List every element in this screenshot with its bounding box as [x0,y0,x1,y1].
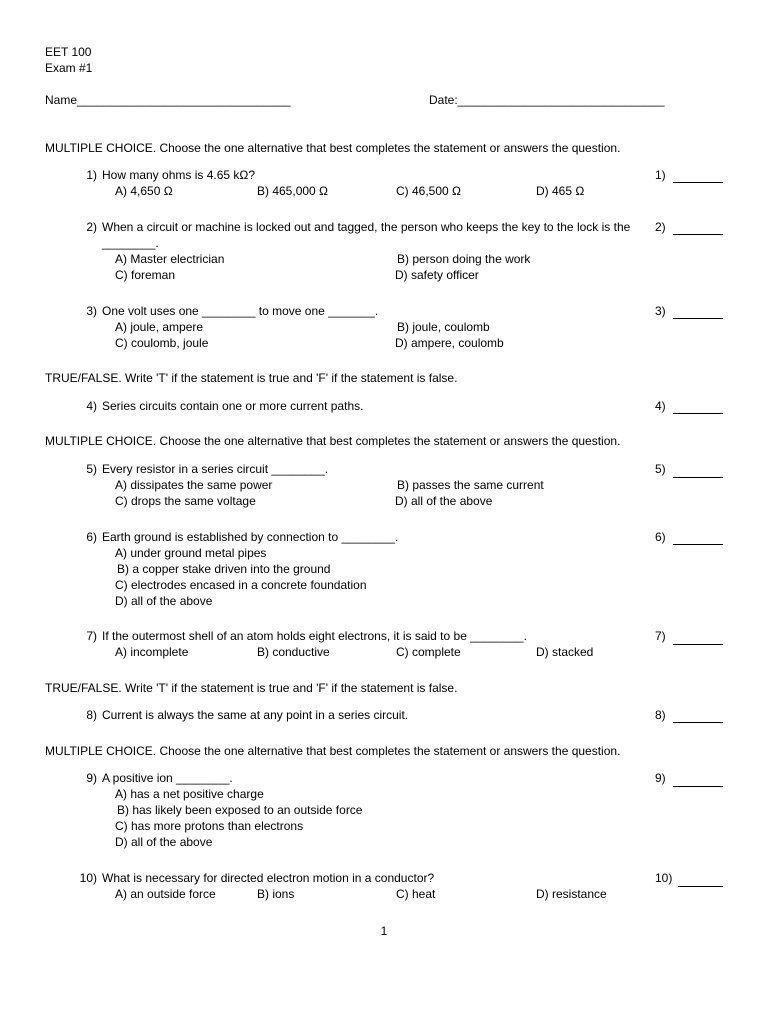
question-number: 6) [86,530,97,544]
answer-number: 4) [655,399,666,413]
option-a[interactable]: A) has a net positive charge [115,787,264,801]
option-c[interactable]: C) heat [396,887,436,901]
option-d[interactable]: D) all of the above [395,494,493,508]
question-text: How many ohms is 4.65 kΩ? [102,168,256,182]
question-text: One volt uses one ________ to move one _______. [102,304,379,318]
answer-number: 8) [655,708,666,722]
answer-number: 10) [655,871,673,885]
answer-number: 7) [655,629,666,643]
option-b[interactable]: B) ions [257,887,295,901]
option-d[interactable]: D) all of the above [115,835,213,849]
option-d[interactable]: D) ampere, coulomb [395,336,504,350]
answer-number: 2) [655,220,666,234]
question-text: Current is always the same at any point in a series circuit. [102,708,409,722]
question-number: 1) [86,168,97,182]
question-text: Earth ground is established by connection to ________. [102,530,399,544]
section-multiple-choice: MULTIPLE CHOICE. Choose the one alternative that best completes the statement or answers the question. [45,434,621,448]
option-a[interactable]: A) incomplete [115,645,189,659]
answer-blank[interactable] [673,644,723,645]
option-c[interactable]: C) has more protons than electrons [115,819,304,833]
option-d[interactable]: D) safety officer [395,268,479,282]
question-number: 8) [86,708,97,722]
answer-number: 1) [655,168,666,182]
option-a[interactable]: A) joule, ampere [115,320,204,334]
course-code: EET 100 [45,45,92,59]
date-field[interactable]: Date:_______________________________ [429,93,665,107]
option-b[interactable]: B) person doing the work [397,252,531,266]
answer-blank[interactable] [673,544,723,545]
option-c[interactable]: C) coulomb, joule [115,336,209,350]
answer-blank[interactable] [673,234,723,235]
option-d[interactable]: D) stacked [536,645,594,659]
answer-blank[interactable] [673,413,723,414]
answer-blank[interactable] [673,722,723,723]
option-b[interactable]: B) 465,000 Ω [257,184,329,198]
answer-number: 6) [655,530,666,544]
question-text: If the outermost shell of an atom holds eight electrons, it is said to be ________. [102,629,527,643]
option-c[interactable]: C) complete [396,645,461,659]
exam-title: Exam #1 [45,61,93,75]
question-number: 5) [86,462,97,476]
option-b[interactable]: B) joule, coulomb [397,320,490,334]
question-number: 7) [86,629,97,643]
question-number: 9) [86,771,97,785]
option-c[interactable]: C) foreman [115,268,176,282]
answer-number: 5) [655,462,666,476]
option-c[interactable]: C) drops the same voltage [115,494,256,508]
question-number: 2) [86,220,97,234]
section-multiple-choice: MULTIPLE CHOICE. Choose the one alternative that best completes the statement or answers the question. [45,141,621,155]
question-text: What is necessary for directed electron motion in a conductor? [102,871,435,885]
question-number: 4) [86,399,97,413]
section-true-false: TRUE/FALSE. Write 'T' if the statement is true and 'F' if the statement is false. [45,371,458,385]
option-b[interactable]: B) passes the same current [397,478,544,492]
question-text: A positive ion ________. [102,771,233,785]
section-multiple-choice: MULTIPLE CHOICE. Choose the one alternative that best completes the statement or answers the question. [45,744,621,758]
answer-blank[interactable] [673,477,723,478]
answer-blank[interactable] [673,182,723,183]
question-text-continued: ________. [102,236,159,250]
option-c[interactable]: C) 46,500 Ω [396,184,462,198]
answer-blank[interactable] [673,786,723,787]
option-d[interactable]: D) resistance [536,887,607,901]
page-number: 1 [380,924,388,938]
option-a[interactable]: A) under ground metal pipes [115,546,267,560]
answer-number: 9) [655,771,666,785]
answer-blank[interactable] [673,318,723,319]
option-d[interactable]: D) all of the above [115,594,213,608]
option-a[interactable]: A) Master electrician [115,252,225,266]
option-a[interactable]: A) an outside force [115,887,216,901]
option-a[interactable]: A) 4,650 Ω [115,184,173,198]
question-text: Every resistor in a series circuit ________. [102,462,329,476]
answer-blank[interactable] [678,886,723,887]
option-a[interactable]: A) dissipates the same power [115,478,273,492]
question-text: Series circuits contain one or more current paths. [102,399,364,413]
question-number: 10) [79,871,97,885]
option-d[interactable]: D) 465 Ω [536,184,585,198]
option-c[interactable]: C) electrodes encased in a concrete foundation [115,578,367,592]
option-b[interactable]: B) has likely been exposed to an outside force [117,803,363,817]
answer-number: 3) [655,304,666,318]
question-text: When a circuit or machine is locked out and tagged, the person who keeps the key to the lock is the [102,220,631,234]
option-b[interactable]: B) a copper stake driven into the ground [117,562,331,576]
section-true-false: TRUE/FALSE. Write 'T' if the statement is true and 'F' if the statement is false. [45,681,458,695]
question-number: 3) [86,304,97,318]
name-field[interactable]: Name________________________________ [45,93,291,107]
option-b[interactable]: B) conductive [257,645,330,659]
